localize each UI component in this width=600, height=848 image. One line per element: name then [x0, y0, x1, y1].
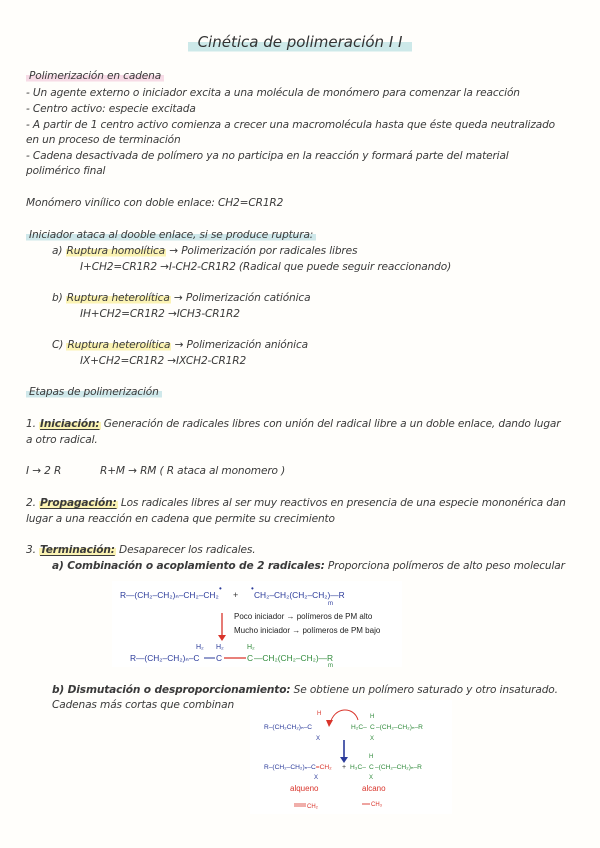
reaction-arrow-head	[340, 757, 348, 763]
section-heading-chain: Polimerización en cadena	[26, 70, 164, 82]
equation: IH+CH2=CR1R2 →ICH3-CR1R2	[80, 308, 240, 320]
termination-b: b) Dismutación o desproporcionamiento: Se obtiene un polímero saturado y otro insaturado.	[52, 684, 558, 696]
h2-label: H₂	[196, 644, 204, 651]
reactant-right-carbon: C	[370, 724, 375, 731]
product-alkane: H₃C–	[350, 764, 366, 771]
reactant-right: H₂C–	[351, 724, 367, 731]
reactant-left: R—(CH₂–CH₂)ₙ–CH₂–CH₂	[120, 590, 219, 600]
text-line: polimérico final	[26, 165, 106, 177]
radical-dot: •	[251, 584, 254, 593]
reaction-arrow-head	[218, 635, 226, 641]
h-atom: H	[370, 714, 375, 720]
rupture-item-b: b) Ruptura heterolítica → Polimerización catiónica	[52, 292, 311, 304]
text-line: en un proceso de terminación	[26, 134, 181, 146]
label-alkane: alcano	[362, 784, 386, 793]
termination-a: a) Combinación o acoplamiento de 2 radicales: Proporciona polímeros de alto peso molecular	[52, 560, 565, 572]
subscript-m: m	[328, 663, 333, 667]
electron-arrow	[330, 710, 358, 724]
alkane-group: CH₃	[371, 802, 383, 808]
reactant-right-tail: –(CH₂–CH₂)ₙ–R	[376, 724, 423, 731]
product-carbon: C	[216, 653, 223, 663]
h-atom: H	[369, 754, 374, 760]
plus-sign: +	[342, 764, 347, 771]
plus-sign: +	[233, 590, 239, 600]
text-line: - Un agente externo o iniciador excita a una molécula de monómero para comenzar la reacción	[26, 87, 520, 99]
disproportionation-figure	[250, 700, 452, 814]
disproportionation-diagram	[250, 700, 452, 814]
h2-label: H₂	[247, 644, 255, 651]
label-alkene: alqueno	[290, 784, 319, 793]
product-left: R—(CH₂–CH₂)ₙ–C	[130, 653, 200, 663]
reactant-right: CH₂–CH₂(CH₂–CH₂)—R	[254, 590, 345, 600]
note-high-initiator: Mucho iniciador → polímeros de PM bajo	[234, 626, 381, 635]
reactant-left: R–(CH₂CH₂)ₙ–C	[264, 724, 313, 731]
equation: I → 2 R	[26, 465, 62, 477]
monomer-line: Monómero vinílico con doble enlace: CH2=CR1R2	[26, 197, 284, 209]
h-atom: H	[317, 711, 322, 717]
combination-diagram	[112, 581, 402, 667]
combination-figure	[112, 581, 402, 667]
rupture-item-c: C) Ruptura heterolítica → Polimerización aniónica	[52, 339, 308, 351]
product-right: —CH₂(CH₂–CH₂)—R	[254, 653, 334, 663]
text-line: - Cadena desactivada de polímero ya no participa en la reacción y formará parte del material	[26, 150, 509, 162]
x-substituent: X	[316, 736, 321, 742]
equation: IX+CH2=CR1R2 →IXCH2-CR1R2	[80, 355, 247, 367]
equation: R+M → RM ( R ataca al monomero )	[100, 465, 286, 477]
alkene-group: CH₂	[307, 804, 318, 810]
product-carbon-right: C	[247, 653, 254, 663]
electron-arrow-head	[326, 720, 333, 727]
h2-label: H₂	[216, 644, 224, 651]
section-heading-initiator: Iniciador ataca al dooble enlace, si se produce ruptura:	[26, 229, 316, 241]
x-substituent: X	[370, 736, 375, 742]
text-line: lugar a una reacción en cadena que permite su crecimiento	[26, 513, 335, 525]
product-alkene: R–(CH₂–CH₂)ₙ–C=CH₂	[264, 764, 332, 771]
equation: I+CH2=CR1R2 →I-CH2-CR1R2 (Radical que puede seguir reaccionando)	[80, 261, 452, 273]
step-termination: 3. Terminación: Desaparecer los radicales.	[26, 544, 256, 556]
product-alkane-carbon: C	[369, 764, 374, 771]
text-line: Cadenas más cortas que combinan	[52, 699, 235, 711]
note-low-initiator: Poco iniciador → polímeros de PM alto	[234, 612, 373, 621]
radical-dot: •	[219, 584, 222, 593]
x-substituent: X	[314, 775, 319, 781]
product-alkane-tail: –(CH₂–CH₂)ₙ–R	[375, 764, 422, 771]
x-substituent: X	[369, 775, 374, 781]
step-propagation: 2. Propagación: Los radicales libres al ser muy reactivos en presencia de una especie mononérica dan	[26, 497, 566, 509]
rupture-item-a: a) Ruptura homolítica → Polimerización por radicales libres	[52, 245, 358, 257]
subscript-m: m	[328, 601, 333, 607]
text-line: - Centro activo: especie excitada	[26, 103, 196, 115]
page-title: Cinética de polimeración I I	[0, 32, 600, 51]
step-initiation: 1. Iniciación: Generación de radicales libres con unión del radical libre a un doble enlace, dando lugar	[26, 418, 561, 430]
text-line: - A partir de 1 centro activo comienza a crecer una macromolécula hasta que éste queda neutralizado	[26, 119, 555, 131]
text-line: a otro radical.	[26, 434, 98, 446]
section-heading-stages: Etapas de polimerización	[26, 386, 162, 398]
